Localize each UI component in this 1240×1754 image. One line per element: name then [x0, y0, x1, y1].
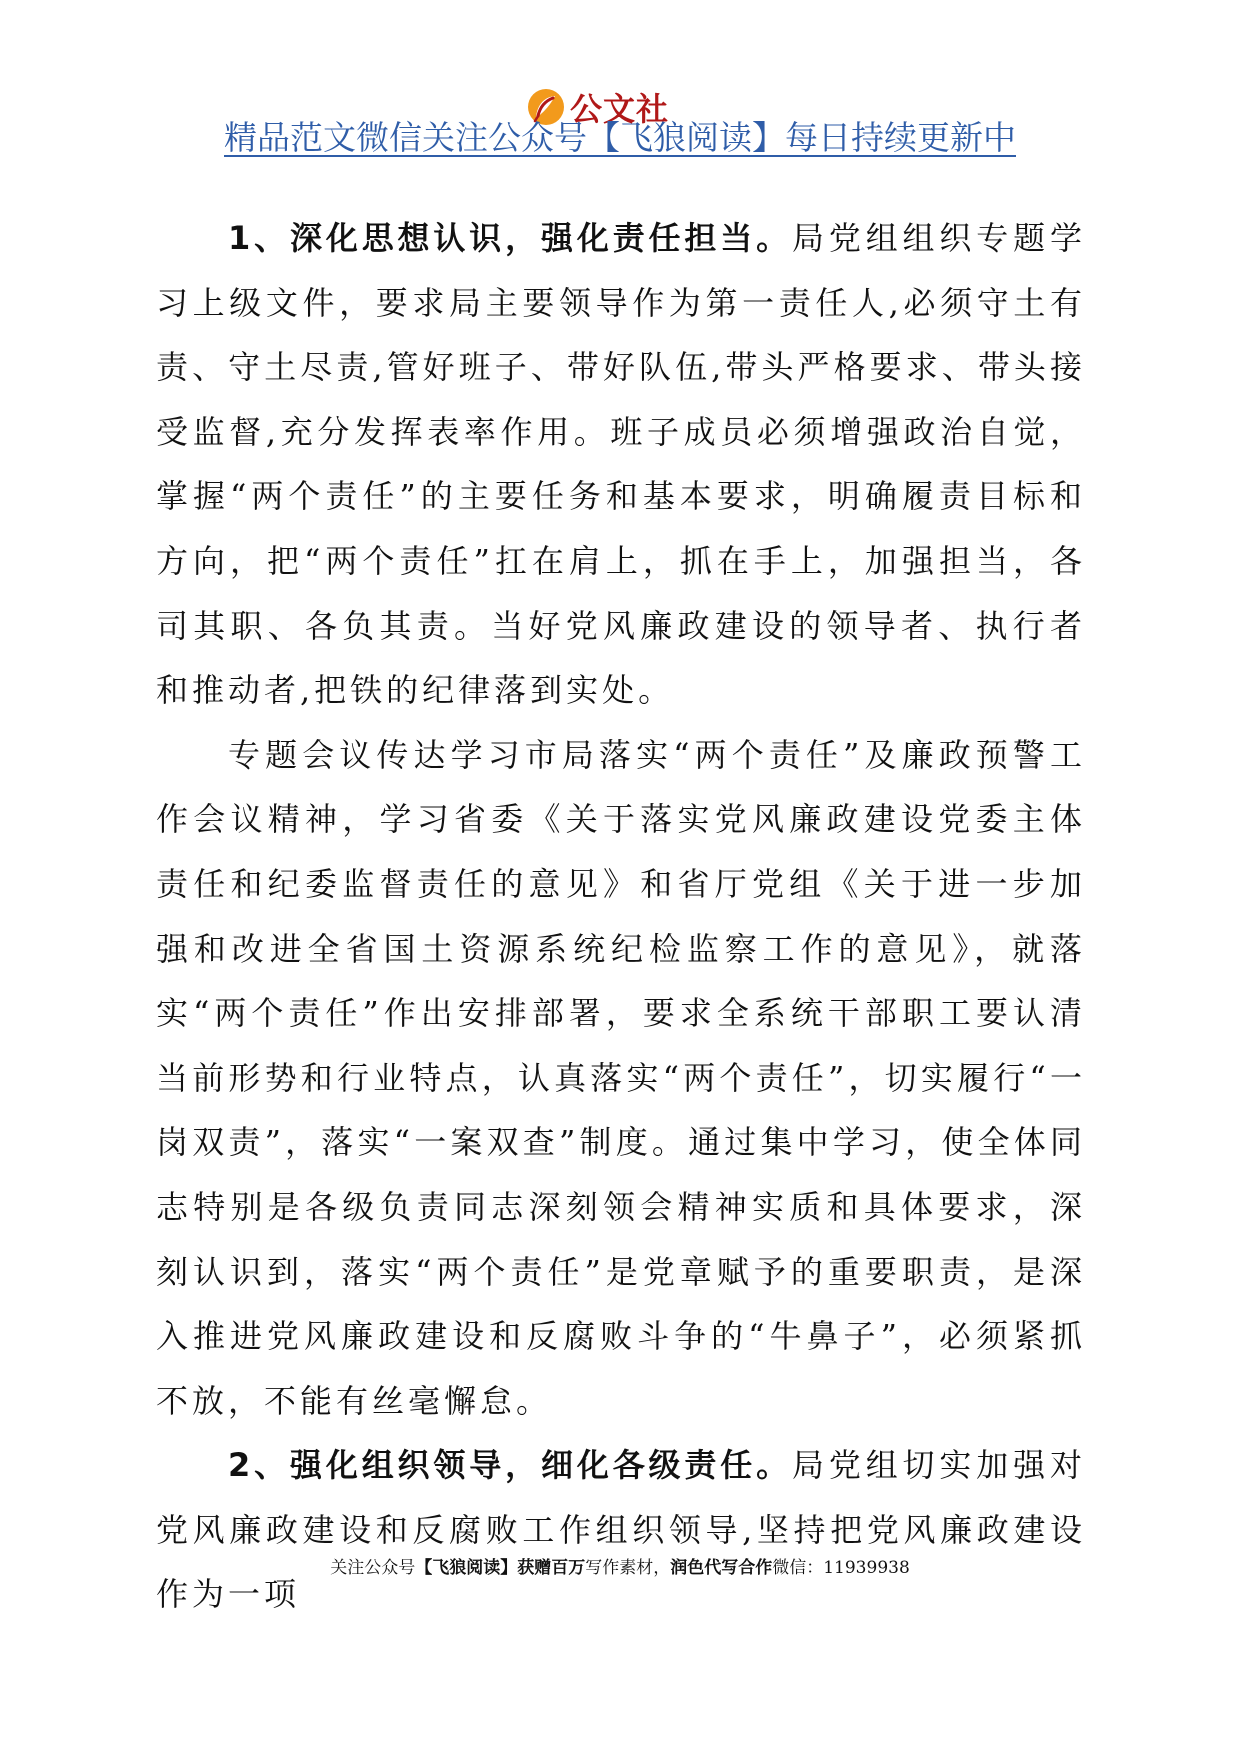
paragraph-2-text: 专题会议传达学习市局落实“两个责任”及廉政预警工作会议精神，学习省委《关于落实党风廉政建设党委主体责任和纪委监督责任的意见》和省厅党组《关于进一步加强和改进全省国土资源系统纪检监察工作的意见》，就落实“两个责任”作出安排部署，要求全系统干部职工要认清当前形势和行业特点，认真落实“两个责任”，切实履行“一岗双责”，落实“一案双查”制度。通过集中学习，使全体同志特别是各级负责同志深刻领会精神实质和具体要求，深刻认识到，落实“两个责任”是党章赋予的重要职责，是深入推进党风廉政建设和反腐败斗争的“牛鼻子”，必须紧抓不放，不能有丝毫懈怠。 [156, 735, 1086, 1420]
footer-service-text: 润色代写合作 [670, 1558, 773, 1578]
footer-materials-text: 写作素材， [585, 1558, 671, 1578]
paragraph-1 [156, 206, 1086, 723]
paragraph-1-heading: 1、深化思想认识，强化责任担当。 [228, 219, 792, 257]
footer-wechat-id: 微信：11939938 [772, 1558, 910, 1578]
paragraph-1-text: 局党组组织专题学习上级文件，要求局主要领导作为第一责任人,必须守土有责、守土尽责,管好班子、带好队伍,带头严格要求、带头接受监督,充分发挥表率作用。班子成员必须增强政治自觉，掌握“两个责任”的主要任务和基本要求，明确履责目标和方向，把“两个责任”扛在肩上，抓在手上，加强担当，各司其职、各负其责。当好党风廉政建设的领导者、执行者和推动者,把铁的纪律落到实处。 [156, 219, 1086, 710]
paragraph-3-text: 局党组切实加强对党风廉政建设和反腐败工作组织领导,坚持把党风廉政建设作为一项 [156, 1446, 1086, 1614]
footer-account-name: 【飞狼阅读】获赠百万 [415, 1558, 586, 1578]
paragraph-3 [156, 1433, 1086, 1627]
logo-text: 公文社 [570, 90, 670, 128]
header-promo-link[interactable]: 精品范文微信关注公众号【飞狼阅读】每日持续更新中 [224, 118, 1016, 157]
paragraph-2 [156, 723, 1086, 1434]
paragraph-3-heading: 2、强化组织领导，细化各级责任。 [228, 1446, 792, 1485]
document-body [156, 206, 1086, 1627]
footer-follow-text: 关注公众号 [330, 1558, 416, 1578]
page-footer [0, 1556, 1240, 1580]
